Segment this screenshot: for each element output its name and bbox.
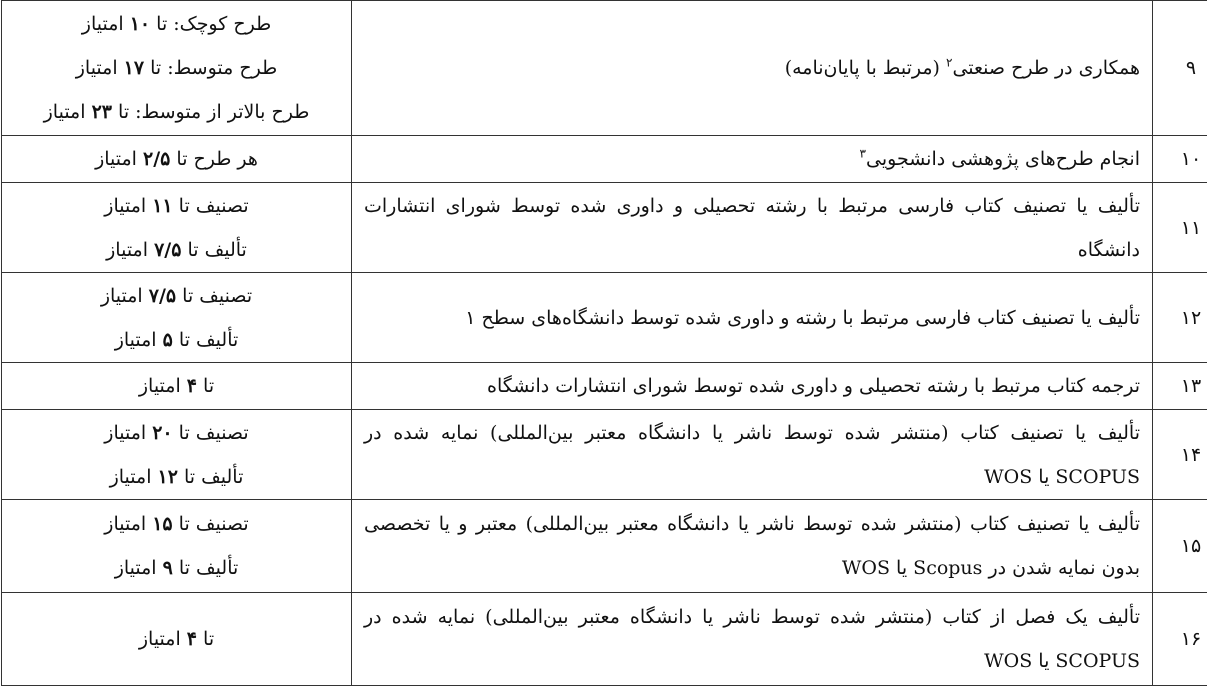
score-line: تصنیف تا ۱۱ امتیاز: [104, 194, 249, 217]
score-line: تألیف تا ۱۲ امتیاز: [109, 465, 244, 488]
score-line: تصنیف تا ۱۵ امتیاز: [104, 513, 249, 535]
row-description: همکاری در طرح صنعتی$^۲$ (مرتبط با پایان‌نامه): [352, 1, 1153, 136]
score-line: هر طرح تا ۲/۵ امتیاز: [95, 148, 258, 170]
footnote-mark: ۲: [945, 55, 953, 70]
table-row: [2, 1, 1207, 136]
footnote-mark: ۳: [859, 146, 866, 161]
table-row: [2, 136, 1207, 183]
row-score: [2, 183, 352, 273]
row-score: [2, 136, 352, 183]
table-row: [2, 410, 1207, 500]
row-score: [2, 273, 352, 363]
row-description: تألیف یا تصنیف کتاب فارسی مرتبط با رشته و داوری شده توسط دانشگاه‌های سطح ۱: [352, 273, 1153, 363]
score-line: طرح بالاتر از متوسط: تا ۲۳ امتیاز: [43, 101, 310, 123]
row-score: [2, 500, 352, 593]
row-number: ۹: [1153, 1, 1207, 136]
score-line: تا ۴ امتیاز: [138, 375, 215, 397]
row-number: ۱۰: [1153, 136, 1207, 183]
score-line: تصنیف تا ۲۰ امتیاز: [104, 421, 249, 444]
row-number: ۱۱: [1153, 183, 1207, 273]
row-number: ۱۶: [1153, 593, 1207, 686]
score-line: تا ۴ امتیاز: [138, 628, 215, 650]
row-description: تألیف یا تصنیف کتاب (منتشر شده توسط ناشر یا دانشگاه معتبر بین‌المللی) معتبر و یا تخصصی بدون نمایه شدن در Scopus یا WOS: [352, 500, 1153, 593]
row-description: تألیف یا تصنیف کتاب (منتشر شده توسط ناشر یا دانشگاه معتبر بین‌المللی) نمایه شده در SCOPUS یا WOS: [352, 410, 1153, 500]
score-line: طرح کوچک: تا ۱۰ امتیاز: [81, 13, 272, 35]
row-score: [2, 593, 352, 686]
row-number: ۱۳: [1153, 363, 1207, 410]
row-description: ترجمه کتاب مرتبط با رشته تحصیلی و داوری شده توسط شورای انتشارات دانشگاه: [352, 363, 1153, 410]
table-row: [2, 593, 1207, 686]
score-line: تألیف تا ۹ امتیاز: [114, 557, 239, 579]
score-line: تصنیف تا ۷/۵ امتیاز: [100, 284, 253, 307]
row-description: تألیف یک فصل از کتاب (منتشر شده توسط ناشر یا دانشگاه معتبر بین‌المللی) نمایه شده در SCOPUS یا WOS: [352, 593, 1153, 686]
row-number: ۱۲: [1153, 273, 1207, 363]
score-line: تألیف تا ۷/۵ امتیاز: [106, 238, 247, 261]
score-line: طرح متوسط: تا ۱۷ امتیاز: [75, 57, 278, 79]
table-row: [2, 363, 1207, 410]
row-number: ۱۴: [1153, 410, 1207, 500]
row-description: تألیف یا تصنیف کتاب فارسی مرتبط با رشته تحصیلی و داوری شده توسط شورای انتشارات دانشگاه: [352, 183, 1153, 273]
score-line: تألیف تا ۵ امتیاز: [114, 328, 239, 351]
table-row: [2, 273, 1207, 363]
row-number: ۱۵: [1153, 500, 1207, 593]
row-score: [2, 1, 352, 136]
row-description: انجام طرح‌های پژوهشی دانشجویی$^۳$: [352, 136, 1153, 183]
table-row: [2, 500, 1207, 593]
row-score: [2, 363, 352, 410]
table-row: [2, 183, 1207, 273]
row-score: [2, 410, 352, 500]
scoring-table: [1, 0, 1207, 686]
